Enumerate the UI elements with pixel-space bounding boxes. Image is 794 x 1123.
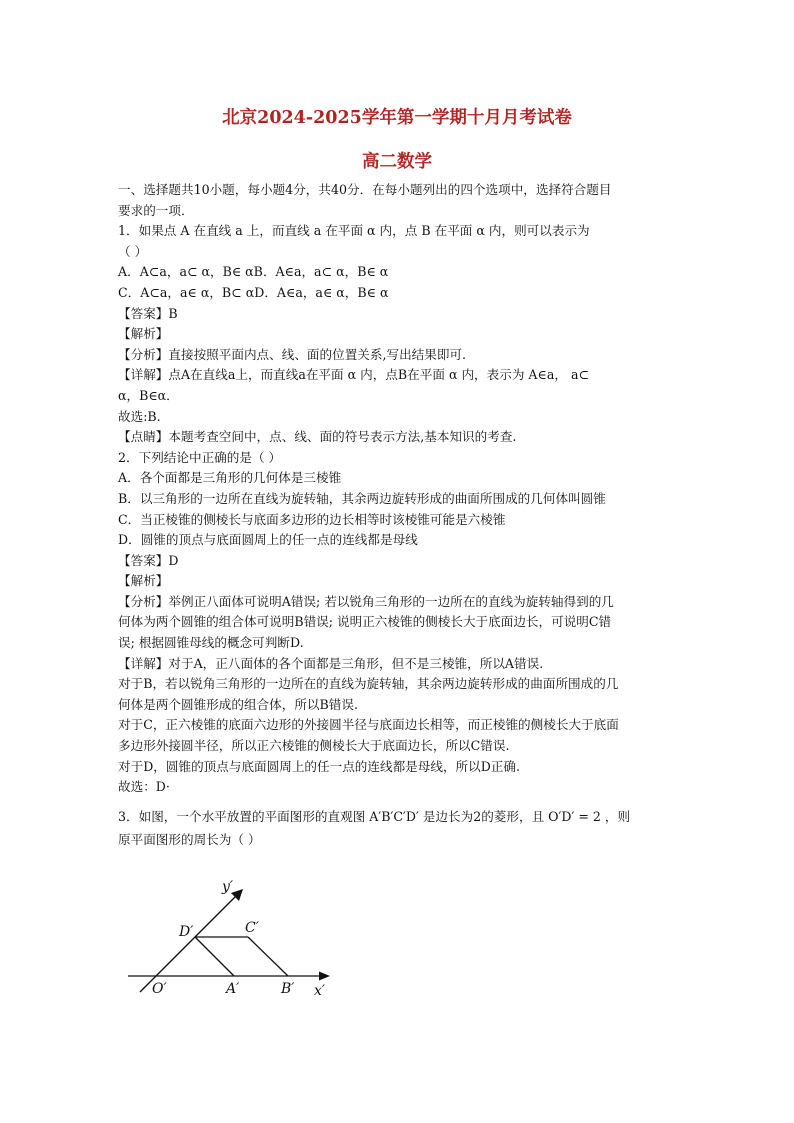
q2-xiangjie: 对于C，正六棱锥的底面六边形的外接圆半径与底面边长相等，而正棱锥的侧棱长大于底面 [118, 717, 619, 733]
q1-option: A．A⊂a，a⊂ α，B∈ αB．A∈a，a⊂ α，B∈ α [118, 264, 389, 280]
q1-stem: 1．如果点 A 在直线 a 上，而直线 a 在平面 α 内，点 B 在平面 α 内，则可以表示为 [118, 223, 590, 239]
q1-xiangjie: α，B∈α． [118, 387, 179, 403]
q1-xiangjie: 【详解】点A在直线a上，而直线a在平面 α 内，点B在平面 α 内，表示为 A∈a， a⊂ [118, 367, 590, 383]
q2-xiangjie: 何体是两个圆锥形成的组合体，所以B错误. [118, 696, 358, 712]
exam-subtitle: 高二数学 [362, 152, 432, 172]
q1-analysis-label: 【解析】 [118, 326, 169, 342]
x-axis-arrow [319, 972, 330, 981]
q2-option: A．各个面都是三角形的几何体是三棱锥 [118, 470, 342, 486]
q2-fenxi: 【分析】举例正八面体可说明A错误; 若以锐角三角形的一边所在的直线为旋转轴得到的几 [118, 593, 614, 609]
q1-option: C．A⊂a，a∈ α，B⊂ αD．A∈a，a∈ α，B∈ α [118, 284, 389, 300]
q1-answer: 【答案】B [118, 305, 178, 321]
q2-conclusion: 故选：D· [118, 779, 170, 795]
q3-block [118, 805, 678, 851]
q2-xiangjie: 多边形外接圆半径，所以正六棱锥的侧棱长大于底面边长，所以C错误. [118, 738, 510, 754]
q3-stem: 原平面图形的周长为（ ） [118, 831, 261, 847]
label-d: D′ [179, 924, 194, 940]
label-c: C′ [245, 920, 259, 936]
q2-xiangjie: 【详解】对于A，正八面体的各个面都是三角形，但不是三棱锥，所以A错误. [118, 655, 544, 671]
q2-answer: 【答案】D [118, 552, 179, 568]
label-x: x′ [314, 983, 326, 999]
edge-cb [248, 937, 288, 976]
label-o: O′ [152, 981, 167, 997]
q1-fenxi: 【分析】直接按照平面内点、线、面的位置关系,写出结果即可. [118, 346, 467, 362]
q2-xiangjie: 对于B，若以锐角三角形的一边所在的直线为旋转轴，其余两边旋转形成的曲面所围成的几 [118, 676, 619, 692]
q2-option: B．以三角形的一边所在直线为旋转轴，其余两边旋转形成的曲面所围成的几何体叫圆锥 [118, 490, 606, 506]
section-instruction: 一、选择题共10小题，每小题4分，共40分．在每小题列出的四个选项中，选择符合题目 [118, 182, 612, 197]
q2-fenxi: 何体为两个圆锥的组合体可说明B错误; 说明正六棱锥的侧棱长大于底面边长，可说明C错 [118, 614, 612, 630]
q2-fenxi: 误; 根据圆锥母线的概念可判断D. [118, 635, 304, 651]
edge-da [195, 937, 234, 976]
q1-dianjing: 【点睛】本题考查空间中，点、线、面的符号表示方法,基本知识的考查. [118, 429, 517, 445]
q2-option: D．圆锥的顶点与底面圆周上的任一点的连线都是母线 [118, 532, 418, 548]
label-b: B′ [281, 981, 295, 997]
exam-body [118, 180, 678, 851]
exam-title: 北京2024-2025学年第一学期十月月考试卷 [222, 108, 572, 128]
label-y: y′ [222, 879, 234, 895]
q3-stem: 3．如图，一个水平放置的平面图形的直观图 A′B′C′D′ 是边长为2的菱形，且 O′D′ = 2 ，则 [118, 808, 631, 824]
q2-analysis-label: 【解析】 [118, 573, 169, 589]
rhombus-figure [122, 870, 342, 1005]
q2-option: C．当正棱锥的侧棱长与底面多边形的边长相等时该棱锥可能是六棱锥 [118, 511, 506, 527]
q2-stem: 2．下列结论中正确的是（ ） [118, 449, 282, 465]
q1-conclusion: 故选:B. [118, 408, 161, 424]
q1-stem: （ ） [118, 243, 148, 259]
y-axis [140, 894, 238, 992]
section-instruction: 要求的一项． [118, 202, 194, 218]
q2-xiangjie: 对于D，圆锥的顶点与底面圆周上的任一点的连线都是母线，所以D正确. [118, 758, 521, 774]
label-a: A′ [226, 981, 240, 997]
